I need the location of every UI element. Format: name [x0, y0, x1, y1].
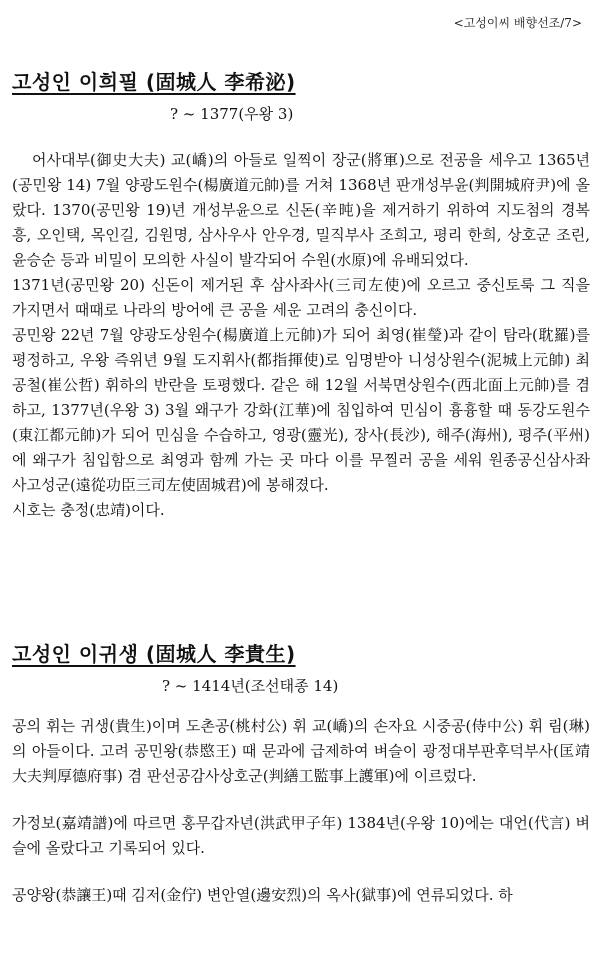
person1-years: ? ~ 1377(우왕 3) [170, 105, 294, 123]
person2-title: 고성인 이귀생 (固城人 李貴生) [12, 642, 296, 666]
person1-title: 고성인 이희필 (固城人 李希泌) [12, 70, 296, 94]
person2-paragraph: 가정보(嘉靖譜)에 따르면 홍무갑자년(洪武甲子年) 1384년(우왕 10)에는 대언(代言) 벼슬에 올랐다고 기록되어 있다. [12, 814, 590, 857]
person1-paragraph: 어사대부(御史大夫) 교(嶠)의 아들로 일찍이 장군(將軍)으로 전공을 세우고 1365년(공민왕 14) 7월 양광도원수(楊廣道元帥)를 거쳐 1368년 판개성부윤(判開城府尹)에 올랐다. 1370(공민왕 19)년 개성부윤으로 신돈(辛旽)을 제거하기 위하여 지도첨의 경복흥, 오인택, 목인길, 김원명, 삼사우사 안우경, 밀직부사 조희고, 평리 한희, 상호군 조린, 윤승순 등과 비밀이 모의한 사실이 발각되어 수원(水原)에 유배되었다. [12, 151, 590, 269]
page-header: <고성이씨 배향선조/7> [453, 16, 582, 30]
person2-paragraph: 공양왕(恭讓王)때 김저(金佇) 변안열(邊安烈)의 옥사(獄事)에 연류되었다. 하 [12, 886, 513, 904]
person1-paragraph: 시호는 충정(忠靖)이다. [12, 501, 165, 519]
person1-paragraph: 1371년(공민왕 20) 신돈이 제거된 후 삼사좌사(三司左使)에 오르고 중신토룩 그 직을 가지면서 때때로 나라의 방어에 큰 공을 세운 고려의 충신이다. [12, 276, 590, 319]
person2-paragraph: 공의 휘는 귀생(貴生)이며 도촌공(桃村公) 휘 교(嶠)의 손자요 시중공(侍中公) 휘 림(琳)의 아들이다. 고려 공민왕(恭愍王) 때 문과에 급제하여 벼슬이 광정대부판후덕부사(匡靖大夫判厚德府事) 겸 판선공감사상호군(判繕工監事上護軍)에 이르렀다. [12, 717, 590, 785]
person2-years: ? ~ 1414년(조선태종 14) [162, 677, 339, 695]
person1-paragraph: 공민왕 22년 7월 양광도상원수(楊廣道上元帥)가 되어 최영(崔瑩)과 같이 탐라(耽羅)를 평정하고, 우왕 즉위년 9월 도지휘사(都指揮使)로 임명받아 니성상원수(泥城上元帥) 최공철(崔公哲) 휘하의 반란을 토평했다. 같은 해 12월 서북면상원수(西北面上元帥)를 겸하고, 1377년(우왕 3) 3월 왜구가 강화(江華)에 침입하여 민심이 흉흉할 때 동강도원수(東江都元帥)가 되어 민심을 수습하고, 영광(靈光), 장사(長沙), 해주(海州), 평주(平州)에 왜구가 침입함으로 최영과 함께 가는 곳 마다 이를 무찔러 공을 세워 원종공신삼사좌사고성군(遠從功臣三司左使固城君)에 봉해졌다. [12, 326, 590, 494]
person2-section [12, 638, 590, 908]
person1-section [12, 66, 590, 523]
